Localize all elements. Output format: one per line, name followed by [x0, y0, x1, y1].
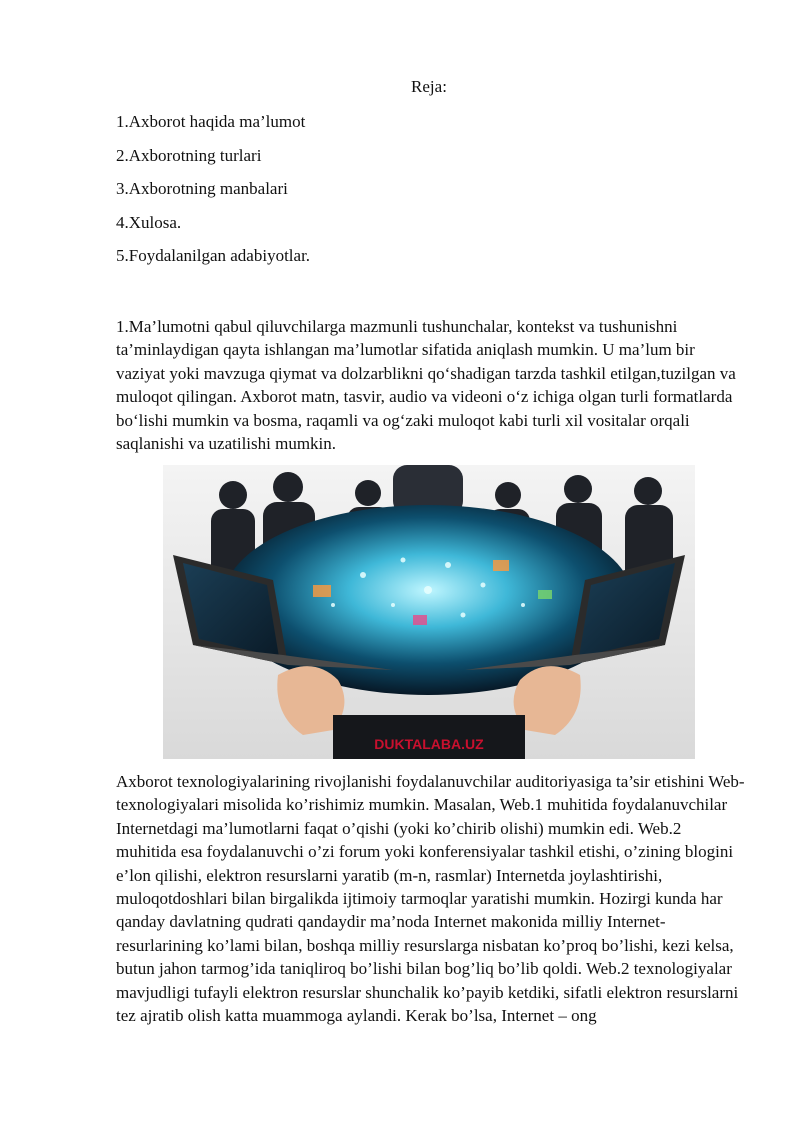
- paragraph-web-technologies: Axborot texnologiyalarining rivojlanishi foydalanuvchilar auditoriyasiga ta’sir etishini Web-texnologiyalari misolida ko’rishimiz mumkin. Masalan, Web.1 muhitida foydalanuvchilar Internetdagi ma’lumotlarni faqat o’qishi (yoki ko’chirib olishi) mumkin edi. Web.2 muhitida esa foydalanuvchi o’zi forum yoki konferensiyalar tashkil etishi, o’zining blogini e’lon qilishi, elektron resurslarni yaratib (m-n, rasmlar) Internetda joylashtirishi, muloqotdoshlari bilan birgalikda ijtimoiy tarmoqlar yaratishi mumkin. Hozirgi kunda har qanday davlatning qudrati qandaydir ma’noda Internet makonida milliy Internet-resurlarining ko’lami bilan, boshqa milliy resurslarga nisbatan ko’proq bo’lishi, kezi kelsa, butun jahon tarmog’ida taniqliroq bo’lishi bilan bog’liq bo’lib qoldi. Web.2 texnologiyalar mavjudligi tufayli elektron resurslar shunchalik ko’payib ketdiki, sifatli elektron resurslarni tez ajratib olish katta muammoga aylandi. Kerak bo’lsa, Internet – ong: [116, 772, 745, 1026]
- plan-title: Reja:: [411, 77, 447, 96]
- outline-item: 4.Xulosa.: [116, 212, 182, 232]
- illustration-image: [163, 465, 695, 759]
- outline-item: 3.Axborotning manbalari: [116, 179, 288, 199]
- illustration-figure: [163, 465, 695, 759]
- outline-item: 1.Axborot haqida ma’lumot: [116, 112, 306, 131]
- plan-outline: [116, 111, 310, 279]
- watermark-text: DUKTALABA.UZ: [374, 736, 484, 752]
- outline-item: 2.Axborotning turlari: [116, 145, 262, 165]
- paragraph-information-definition: 1.Ma’lumotni qabul qiluvchilarga mazmunli tushunchalar, kontekst va tushunishni ta’minlaydigan qayta ishlangan ma’lumotlar sifatida aniqlash mumkin. U ma’lum bir vaziyat yoki mavzuga qiymat va dolzarblikni qo‘shadigan tarzda tashkil etilgan,tuzilgan va muloqot qilingan. Axborot matn, tasvir, audio va videoni o‘z ichiga olgan turli formatlarda bo‘lishi mumkin va bosma, raqamli va og‘zaki muloqot kabi turli xil vositalar orqali saqlanishi va uzatilishi mumkin.: [116, 317, 736, 454]
- digital-network-glow: [223, 505, 633, 695]
- outline-item: 5.Foydalanilgan adabiyotlar.: [116, 246, 311, 266]
